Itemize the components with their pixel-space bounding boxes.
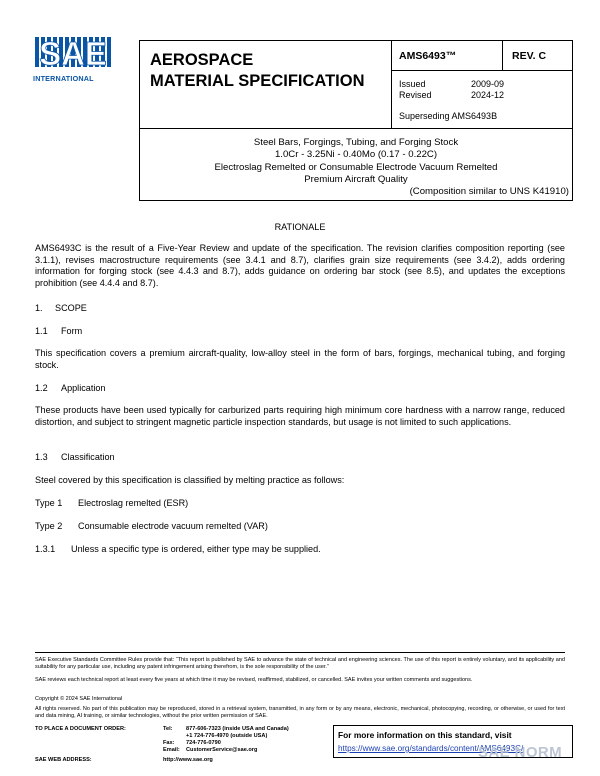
footer-rights: All rights reserved. No part of this publication may be reproduced, stored in a retrieval system, transmitted, in any form or by any means, electronic, mechanical, photocopying, recording, or otherwise, or used for text and data mining, AI training, or similar technologies, without the prior written permission of SAE. — [35, 706, 565, 719]
section-paragraph: Steel covered by this specification is classified by melting practice as follows: — [35, 475, 345, 485]
document-number: AMS6493™ — [399, 50, 457, 62]
section-heading — [35, 326, 565, 338]
section-title: Form — [61, 326, 83, 336]
type-item — [35, 498, 565, 510]
section-text: Unless a specific type is ordered, either type may be supplied. — [71, 544, 321, 554]
revised-label: Revised — [399, 90, 432, 100]
header-divider — [391, 40, 392, 128]
section-number: 1.3.1 — [35, 544, 56, 554]
watermark: SAE NORM — [478, 744, 563, 761]
section-paragraph: This specification covers a premium aircraft-quality, low-alloy steel in the form of bars, forgings, mechanical tubing, and forging stock. — [35, 348, 565, 370]
footer-copyright: Copyright © 2024 SAE International — [35, 696, 123, 702]
composition-note: (Composition similar to UNS K41910) — [409, 186, 569, 197]
web-label: SAE WEB ADDRESS: — [35, 757, 92, 763]
issued-label: Issued — [399, 79, 426, 89]
revised-date: 2024-12 — [471, 90, 505, 100]
footer-rules: SAE Executive Standards Committee Rules provide that: “This report is published by SAE to advance the state of technical and engineering sciences. The use of this report is entirely voluntary, and its applicability and suitability for any particular use, including any patent infringement arising therefrom, is the sole responsibility of the user.” — [35, 657, 565, 670]
section-paragraph: These products have been used typically for carburized parts requiring high minimum core hardness with a narrow range, reduced distortion, and subject to stringent magnetic particle inspection standards, but usage is not limited to such applications. — [35, 405, 565, 427]
section-number: 1.1 — [35, 326, 48, 336]
document-title — [150, 50, 365, 92]
superseding-note: Superseding AMS6493B — [399, 111, 498, 121]
section-number: 1. — [35, 303, 43, 313]
section-number: 1.3 — [35, 452, 48, 462]
email-link[interactable]: CustomerService@sae.org — [186, 747, 258, 753]
header-divider — [502, 40, 503, 70]
type-item — [35, 521, 565, 533]
type-text: Electroslag remelted (ESR) — [78, 498, 189, 508]
rationale-heading: RATIONALE — [274, 222, 326, 232]
header-divider — [391, 70, 573, 71]
tel-label: Tel: — [163, 726, 173, 732]
section-heading — [35, 383, 565, 395]
section-title: Classification — [61, 452, 115, 462]
issued-date: 2009-09 — [471, 79, 505, 89]
footer-divider — [35, 652, 565, 653]
subject-line: Electroslag Remelted or Consumable Electrode Vacuum Remelted — [214, 161, 498, 173]
section-heading — [35, 452, 565, 464]
type-label: Type 2 — [35, 521, 63, 531]
fax-value: 724-776-0790 — [186, 740, 221, 746]
email-label: Email: — [163, 747, 180, 753]
section-number: 1.2 — [35, 383, 48, 393]
section-title: Application — [61, 383, 106, 393]
web-link[interactable]: http://www.sae.org — [163, 757, 213, 763]
svg-text:SAE: SAE — [39, 35, 107, 72]
subject-block — [139, 137, 573, 186]
section-title: SCOPE — [55, 303, 87, 313]
type-text: Consumable electrode vacuum remelted (VAR) — [78, 521, 268, 531]
footer-review: SAE reviews each technical report at least every five years at which time it may be revised, reaffirmed, stabilized, or cancelled. SAE invites your written comments and suggestions. — [35, 677, 473, 683]
logo-subtitle: INTERNATIONAL — [33, 74, 94, 83]
subject-line: Steel Bars, Forgings, Tubing, and Forging Stock — [253, 137, 459, 148]
subject-line: 1.0Cr - 3.25Ni - 0.40Mo (0.17 - 0.22C) — [274, 149, 438, 161]
fax-label: Fax: — [163, 740, 175, 746]
tel-value[interactable]: 877-606-7323 (inside USA and Canada) — [186, 726, 289, 732]
standard-link[interactable]: https://www.sae.org/standards/content/AMS6493C/ — [338, 744, 524, 753]
revision-label: REV. C — [512, 50, 547, 62]
subject-line: Premium Aircraft Quality — [304, 173, 408, 185]
type-label: Type 1 — [35, 498, 63, 508]
tel2-value[interactable]: +1 724-776-4970 (outside USA) — [186, 733, 268, 739]
rationale-paragraph: AMS6493C is the result of a Five-Year Review and update of the specification. The revision clarifies composition reporting (see 3.1.1), revises macrostructure requirements (see 3.4.1 and 8.7), clarifies grain size requirements (see 3.4.2), adds ordering information for forging stock (see 4.4.3 and 8.7), adds guidance on ordering bar stock (see 8.5), and updates the exceptions prohibition (see 4.4.4 and 8.7). — [35, 243, 565, 288]
order-label: TO PLACE A DOCUMENT ORDER: — [35, 726, 126, 732]
title-line-1: AEROSPACE — [150, 51, 254, 69]
header-divider — [139, 128, 573, 129]
title-line-2: MATERIAL SPECIFICATION — [150, 72, 365, 90]
section-paragraph — [35, 544, 565, 556]
section-heading — [35, 303, 565, 315]
info-title: For more information on this standard, visit — [338, 730, 512, 740]
